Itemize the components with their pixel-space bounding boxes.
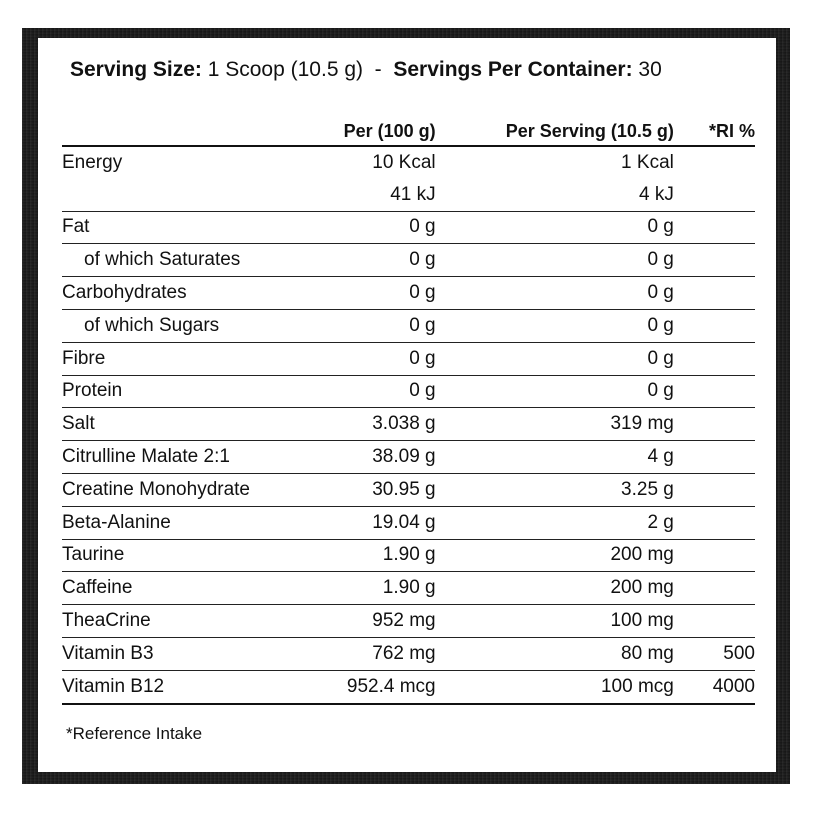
header-name — [62, 116, 315, 146]
footnote: *Reference Intake — [66, 724, 203, 743]
value-ri — [674, 408, 755, 441]
value-per-100g: 41 kJ — [315, 179, 436, 211]
serving-separator: - — [374, 58, 382, 81]
value-ri — [674, 572, 755, 605]
value-per-serving: 4 kJ — [436, 179, 674, 211]
label-frame — [22, 28, 790, 784]
value-ri — [674, 342, 755, 375]
table-row — [62, 277, 755, 310]
nutrient-name: Taurine — [62, 539, 315, 572]
serving-size-label: Serving Size: — [70, 58, 202, 81]
value-ri — [674, 277, 755, 310]
value-ri — [674, 539, 755, 572]
value-per-serving: 200 mg — [436, 572, 674, 605]
value-per-100g: 38.09 g — [315, 441, 436, 474]
header-per-serving: Per Serving (10.5 g) — [436, 116, 674, 146]
value-per-100g: 1.90 g — [315, 572, 436, 605]
table-row — [62, 605, 755, 638]
value-per-serving: 3.25 g — [436, 473, 674, 506]
nutrient-name: Vitamin B12 — [62, 670, 315, 703]
value-per-serving: 0 g — [436, 342, 674, 375]
nutrient-name — [62, 179, 315, 211]
nutrient-name: of which Saturates — [62, 244, 315, 277]
value-ri — [674, 179, 755, 211]
serving-info — [70, 58, 662, 82]
servings-per-container-value: 30 — [638, 58, 662, 81]
nutrition-table-wrap — [62, 116, 755, 705]
serving-size-value: 1 Scoop (10.5 g) — [207, 58, 363, 81]
value-per-100g: 0 g — [315, 277, 436, 310]
nutrient-name: Creatine Monohydrate — [62, 473, 315, 506]
value-ri — [674, 244, 755, 277]
value-ri — [674, 605, 755, 638]
nutrient-name: Salt — [62, 408, 315, 441]
value-per-serving: 0 g — [436, 211, 674, 244]
table-row — [62, 506, 755, 539]
table-row — [62, 375, 755, 408]
nutrient-name: of which Sugars — [62, 309, 315, 342]
nutrient-name: Carbohydrates — [62, 277, 315, 310]
value-per-100g: 952 mg — [315, 605, 436, 638]
nutrient-name: Caffeine — [62, 572, 315, 605]
nutrient-name: Energy — [62, 151, 123, 173]
nutrition-panel — [38, 38, 776, 772]
nutrition-table — [62, 116, 755, 705]
value-per-serving: 100 mcg — [436, 670, 674, 703]
table-row — [62, 179, 755, 211]
nutrient-name: Vitamin B3 — [62, 637, 315, 670]
value-ri — [674, 473, 755, 506]
value-per-100g: 1.90 g — [315, 539, 436, 572]
value-per-serving: 0 g — [436, 244, 674, 277]
table-row — [62, 309, 755, 342]
servings-per-container-label: Servings Per Container: — [393, 58, 633, 81]
nutrient-name: Fibre — [62, 342, 315, 375]
nutrient-name: TheaCrine — [62, 605, 315, 638]
value-per-100g: 0 g — [315, 244, 436, 277]
value-per-serving: 0 g — [436, 277, 674, 310]
value-ri: 500 — [674, 637, 755, 670]
value-per-100g: 952.4 mcg — [315, 670, 436, 703]
table-row — [62, 637, 755, 670]
table-row — [62, 441, 755, 474]
value-per-serving: 319 mg — [436, 408, 674, 441]
nutrient-name: Protein — [62, 375, 315, 408]
value-per-serving: 200 mg — [436, 539, 674, 572]
table-header-row — [62, 116, 755, 146]
value-per-serving: 100 mg — [436, 605, 674, 638]
value-per-100g: 762 mg — [315, 637, 436, 670]
value-per-100g: 3.038 g — [315, 408, 436, 441]
table-row — [62, 244, 755, 277]
table-row — [62, 408, 755, 441]
header-per-100g: Per (100 g) — [315, 116, 436, 146]
value-ri — [674, 211, 755, 244]
table-row — [62, 211, 755, 244]
value-per-serving: 2 g — [436, 506, 674, 539]
table-row — [62, 146, 755, 179]
value-per-100g: 10 Kcal — [372, 151, 436, 173]
nutrient-name: Beta-Alanine — [62, 506, 315, 539]
value-ri — [674, 309, 755, 342]
table-row — [62, 572, 755, 605]
value-per-serving: 80 mg — [436, 637, 674, 670]
value-per-100g: 0 g — [315, 342, 436, 375]
value-per-serving: 0 g — [436, 375, 674, 408]
nutrient-name: Fat — [62, 211, 315, 244]
value-per-serving: 0 g — [436, 309, 674, 342]
nutrient-name: Citrulline Malate 2:1 — [62, 441, 315, 474]
value-per-100g: 0 g — [315, 375, 436, 408]
value-ri — [674, 146, 755, 179]
value-per-serving: 1 Kcal — [621, 151, 674, 173]
value-per-100g: 0 g — [315, 309, 436, 342]
value-ri — [674, 375, 755, 408]
header-ri: *RI % — [674, 116, 755, 146]
table-row — [62, 539, 755, 572]
table-row — [62, 342, 755, 375]
value-ri — [674, 441, 755, 474]
value-per-serving: 4 g — [436, 441, 674, 474]
value-ri: 4000 — [674, 670, 755, 703]
table-row — [62, 473, 755, 506]
value-per-100g: 30.95 g — [315, 473, 436, 506]
table-row — [62, 670, 755, 703]
value-ri — [674, 506, 755, 539]
value-per-100g: 19.04 g — [315, 506, 436, 539]
value-per-100g: 0 g — [315, 211, 436, 244]
table-body — [62, 146, 755, 704]
